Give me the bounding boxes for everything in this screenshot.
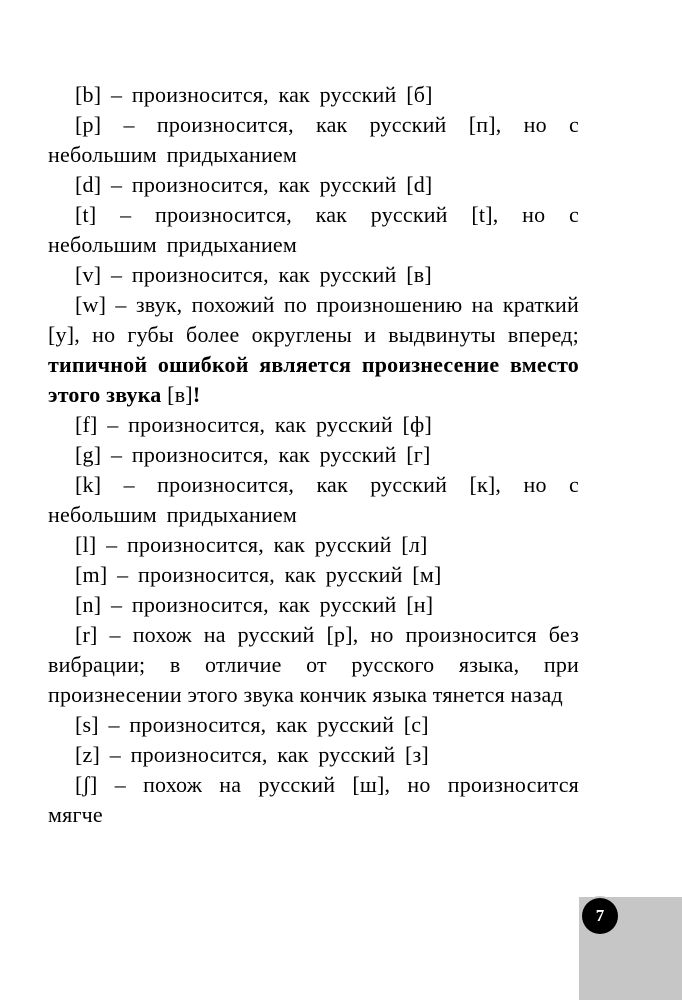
entry-w-exclamation: ! bbox=[192, 382, 201, 407]
entry-m: [m] – произносится, как русский [м] bbox=[75, 562, 442, 587]
entry-v: [v] – произносится, как русский [в] bbox=[75, 262, 432, 287]
entry-b: [b] – произносится, как русский [б] bbox=[75, 82, 433, 107]
entry-w-warning: типичной ошибкой является произнесение вместо этого звука bbox=[48, 352, 579, 407]
entry-n: [n] – произносится, как русский [н] bbox=[75, 592, 434, 617]
entry-g: [g] – произносится, как русский [г] bbox=[75, 442, 431, 467]
entry-sh: [ʃ] – похож на русский [ш], но произносится мягче bbox=[48, 772, 579, 827]
entry-z: [z] – произносится, как русский [з] bbox=[75, 742, 429, 767]
phonetics-text bbox=[48, 80, 579, 830]
entry-w-text: [w] – звук, похожий по произношению на краткий [у], но губы более округлены и выдвинуты вперед; bbox=[48, 292, 579, 347]
entry-r: [r] – похож на русский [р], но произносится без вибрации; в отличие от русского языка, при произнесении этого звука кончик языка тянется назад bbox=[48, 622, 579, 707]
entry-k: [k] – произносится, как русский [к], но с небольшим придыханием bbox=[48, 472, 579, 527]
entry-f: [f] – произносится, как русский [ф] bbox=[75, 412, 433, 437]
entry-t: [t] – произносится, как русский [t], но с небольшим придыханием bbox=[48, 202, 579, 257]
entry-l: [l] – произносится, как русский [л] bbox=[75, 532, 428, 557]
entry-s: [s] – произносится, как русский [с] bbox=[75, 712, 429, 737]
entry-p: [p] – произносится, как русский [п], но с небольшим придыханием bbox=[48, 112, 579, 167]
page-number: 7 bbox=[582, 898, 618, 934]
entry-w-tail: [в] bbox=[161, 382, 193, 407]
entry-d: [d] – произносится, как русский [d] bbox=[75, 172, 433, 197]
entry-w bbox=[48, 290, 579, 410]
